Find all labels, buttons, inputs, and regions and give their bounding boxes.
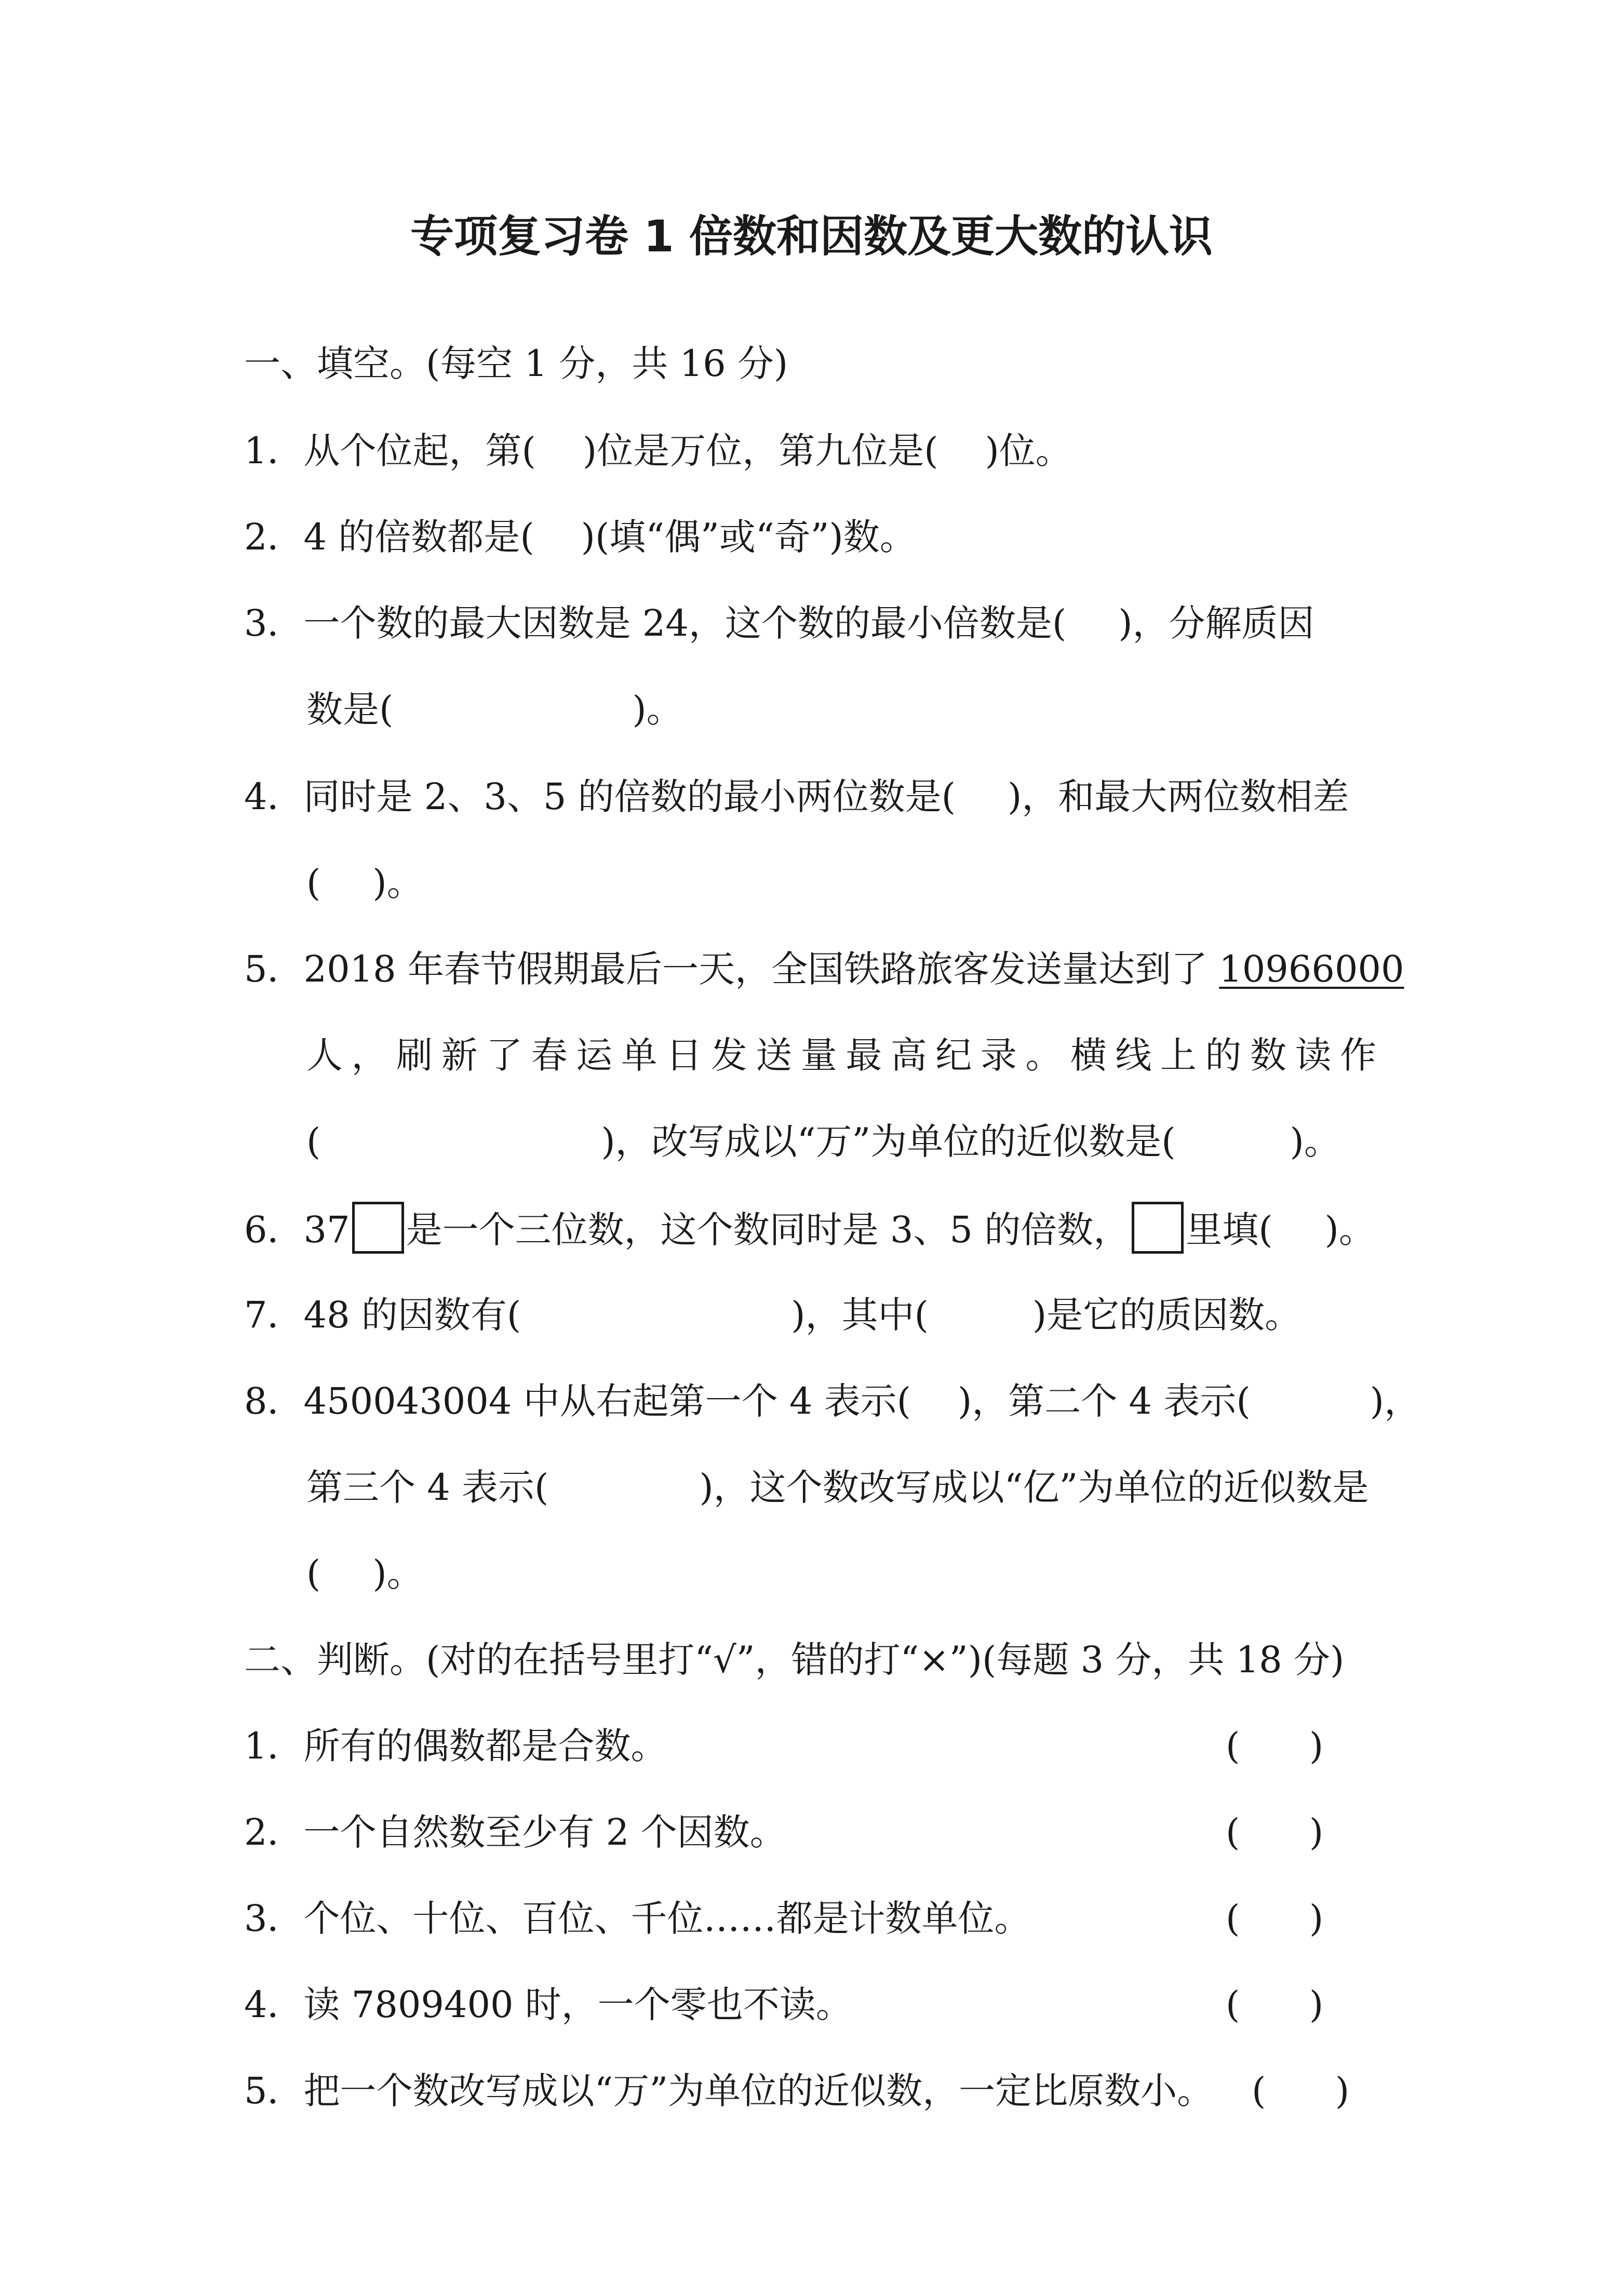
answer-box[interactable] (352, 1202, 404, 1254)
question-1-4: 4．同时是 2、3、5 的倍数的最小两位数是( )，和最大两位数相差 (244, 775, 1349, 818)
section1-header: 一、填空。(每空 1 分，共 16 分) (244, 342, 788, 385)
question-1-2: 2．4 的倍数都是( )(填“偶”或“奇”)数。 (244, 516, 916, 558)
question-1-8: 8．450043004 中从右起第一个 4 表示( )，第二个 4 表示( )， (244, 1380, 1420, 1422)
question-1-7: 7．48 的因数有( )，其中( )是它的质因数。 (244, 1294, 1302, 1336)
question-1-5-cont: 人，刷新了春运单日发送量最高纪录。横线上的数读作 (306, 1034, 1376, 1077)
underlined-number: 10966000 (1219, 948, 1404, 990)
question-1-6: 6．37 是一个三位数，这个数同时是 3、5 的倍数， 里填( )。 (244, 1202, 1375, 1256)
judge-answer-paren-1[interactable]: ( ) (1226, 1725, 1324, 1767)
answer-box[interactable] (1132, 1202, 1184, 1254)
judge-item-3: 3．个位、十位、百位、千位……都是计数单位。 (244, 1897, 1031, 1940)
question-1-3-cont: 数是( )。 (306, 688, 683, 731)
judge-item-2: 2．一个自然数至少有 2 个因数。 (244, 1811, 786, 1854)
judge-answer-paren-5[interactable]: ( ) (1252, 2070, 1350, 2112)
question-1-8-cont: 第三个 4 表示( )，这个数改写成以“亿”为单位的近似数是 (306, 1466, 1369, 1509)
judge-item-1: 1．所有的偶数都是合数。 (244, 1725, 667, 1767)
page-title: 专项复习卷 1 倍数和因数及更大数的认识 (410, 211, 1213, 262)
question-1-8-cont2: ( )。 (306, 1552, 423, 1595)
judge-answer-paren-2[interactable]: ( ) (1226, 1811, 1324, 1854)
question-1-4-cont: ( )。 (306, 862, 423, 904)
judge-answer-paren-3[interactable]: ( ) (1226, 1897, 1324, 1940)
question-1-1: 1．从个位起，第( )位是万位，第九位是( )位。 (244, 429, 1072, 472)
judge-answer-paren-4[interactable]: ( ) (1226, 1983, 1324, 2026)
judge-item-5: 5．把一个数改写成以“万”为单位的近似数，一定比原数小。 (244, 2070, 1214, 2112)
judge-item-4: 4．读 7809400 时，一个零也不读。 (244, 1983, 852, 2026)
question-1-3: 3．一个数的最大因数是 24，这个数的最小倍数是( )，分解质因 (244, 602, 1315, 645)
question-1-5: 5．2018 年春节假期最后一天，全国铁路旅客发送量达到了 10966000 (244, 948, 1404, 990)
section2-header: 二、判断。(对的在括号里打“√”，错的打“×”)(每题 3 分，共 18 分) (244, 1639, 1345, 1681)
question-1-5-cont2: ( )，改写成以“万”为单位的近似数是( )。 (306, 1120, 1340, 1163)
